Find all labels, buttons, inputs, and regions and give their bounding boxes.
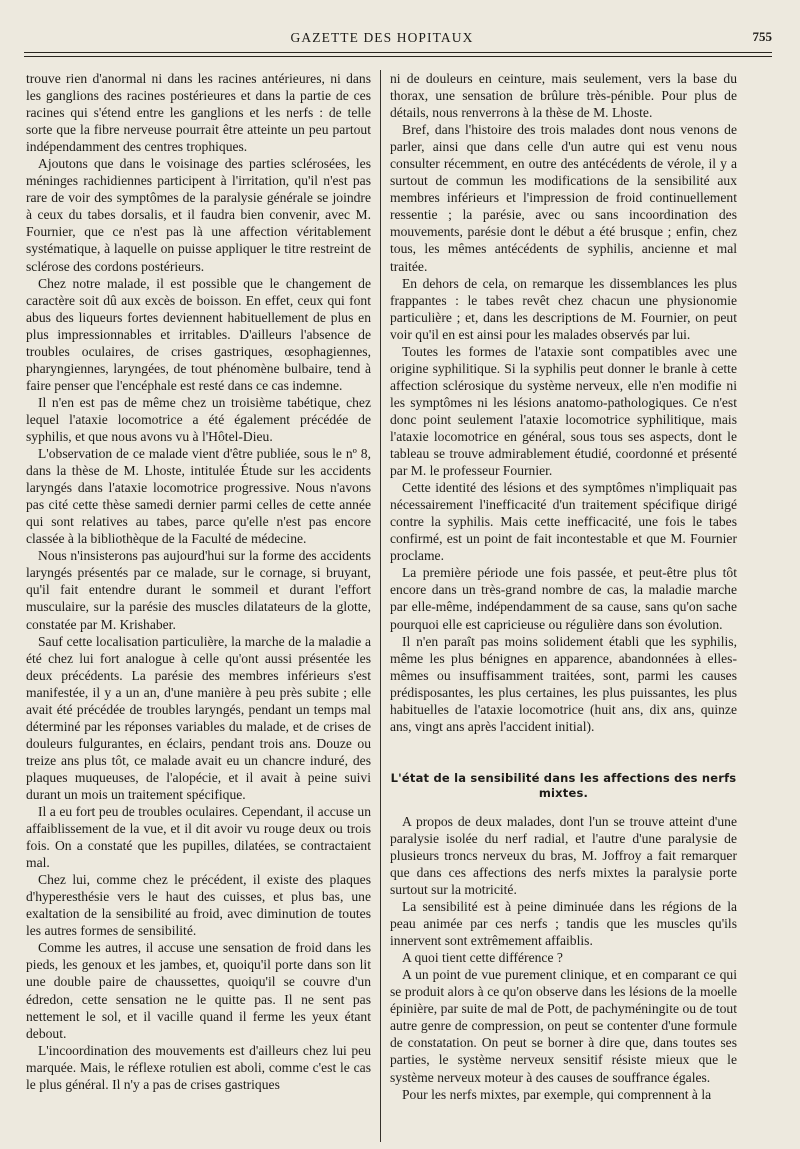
paragraph: Cette identité des lésions et des symptômes n'impliquait pas nécessairement l'inefficacité d'un traitement spécifique dirigé contre la syphilis. Mais cette inefficacité, une fois le tabes confirmé, est un point de fait incontestable et que M. Fournier proclame.: [390, 480, 737, 564]
paragraph: A un point de vue purement clinique, et en comparant ce qui se produit alors à ce qu'on observe dans les lésions de la moelle épinière, par suite de mal de Pott, de pachyméningite ou de tout autre genre de compression, on peut se contenter d'une formule de constatation. On peut se borner à dire que, dans toutes ses parties, le système nerveux sensitif résiste mieux que le système nerveux moteur à des causes de souffrance égales.: [390, 967, 737, 1085]
paragraph: Pour les nerfs mixtes, par exemple, qui comprennent à la: [402, 1086, 712, 1102]
paragraph: La première période une fois passée, et peut-être plus tôt encore dans un très-grand nombre de cas, la maladie marche par elle-même, indépendamment de sa cause, sans qu'on sache pourquoi elle est capricieuse ou régulière dans son évolution.: [390, 565, 737, 632]
page-number: 755: [752, 29, 772, 44]
paragraph: Toutes les formes de l'ataxie sont compatibles avec une origine syphilitique. Si la syphilis peut donner le branle à cette affection sclérosique du système nerveux, elle n'en modifie ni les symptômes ni les lésions anatomo-pathologiques. Ce n'est donc point seulement l'ataxie locomotrice syphilitique, mais l'ataxie locomotrice en général, sous tous ses aspects, dont le tableau se trouve admirablement étudié, coordonné et présenté par M. le professeur Fournier.: [390, 343, 737, 479]
section-heading: L'état de la sensibilité dans les affections des nerfs mixtes.: [390, 770, 737, 800]
paragraph: A quoi tient cette différence ?: [402, 950, 563, 966]
header-rule-bottom: [24, 56, 772, 57]
paragraph: Chez notre malade, il est possible que le changement de caractère soit dû aux excès de boisson. En effet, ceux qui font abus des liqueurs fortes deviennent habituellement de plus en plus impressionnables et irritables. D'ailleurs l'absence de troubles oculaires, de crises gastriques, œsophagiennes, pharyngiennes, laryngées, de tout phénomène bulbaire, tend à faire penser que l'encéphale est resté dans ce cas indemne.: [26, 275, 371, 393]
paragraph: Il n'en paraît pas moins solidement établi que les syphilis, même les plus bénignes en apparence, abandonnées à elles-mêmes ou insuffisamment traitées, sont, parmi les causes prédisposantes, les plus certaines, les plus puissantes, les plus habituelles de l'ataxie locomotrice (huit ans, dix ans, quinze ans, vingt ans après l'accident initial).: [390, 633, 737, 734]
paragraph: Chez lui, comme chez le précédent, il existe des plaques d'hyperesthésie vers le haut des cuisses, et plus bas, une exaltation de la sensibilité au froid, avec diminution de toutes les autres formes de sensibilité.: [26, 872, 371, 939]
running-header: GAZETTE DES HOPITAUX: [290, 30, 474, 45]
paragraph: Il a eu fort peu de troubles oculaires. Cependant, il accuse un affaiblissement de la vue, et il dit avoir vu rouge deux ou trois fois. On a constaté que les pupilles, dilatées, se contractaient mal.: [26, 804, 371, 871]
column-divider: [380, 70, 381, 1142]
paragraph: Ajoutons que dans le voisinage des parties sclérosées, les méninges rachidiennes participent à l'irritation, qu'il n'est pas rare de voir des symptômes de la paralysie générale se joindre à ceux du tabes dorsalis, et il faudra bien convenir, avec M. Fournier, que ce n'est pas là une affection véritablement systématique, à laquelle on puisse appliquer le titre restreint de sclérose des cordons postérieurs.: [26, 156, 371, 274]
paragraph: Il n'en est pas de même chez un troisième tabétique, chez lequel l'ataxie locomotrice a été également précédée de syphilis, et que nous avons vu à l'Hôtel-Dieu.: [26, 394, 371, 444]
paragraph: L'incoordination des mouvements est d'ailleurs chez lui peu marquée. Mais, le réflexe rotulien est aboli, comme c'est le cas le plus général. Il n'y a pas de crises gastriques: [26, 1042, 371, 1092]
paragraph: A propos de deux malades, dont l'un se trouve atteint d'une paralysie isolée du nerf radial, et l'autre d'une paralysie de plusieurs troncs nerveux du bras, M. Joffroy a fait remarquer que dans ces affections des nerfs mixtes la paralysie porte surtout sur la motricité.: [390, 813, 737, 898]
paragraph: En dehors de cela, on remarque les dissemblances les plus frappantes : le tabes revêt chez chacun une physionomie particulière ; et, dans les descriptions de M. Fournier, on peut voir qu'il en est ainsi pour les malades observés par lui.: [390, 275, 737, 342]
paragraph: La sensibilité est à peine diminuée dans les régions de la peau animée par ces nerfs ; tandis que les muscles qu'ils innervent sont extrêmement affaiblis.: [390, 899, 737, 949]
paragraph: Comme les autres, il accuse une sensation de froid dans les pieds, les genoux et les jambes, et, quoiqu'il porte dans son lit une double paire de chaussettes, quoiqu'il se couvre d'un édredon, cette sensation ne le quitte pas. Il ne sent pas nettement le sol, et il vacille quand il ferme les yeux étant debout.: [26, 940, 371, 1041]
paragraph: L'observation de ce malade vient d'être publiée, sous le nº 8, dans la thèse de M. Lhoste, intitulée Étude sur les accidents laryngés dans l'ataxie locomotrice progressive. Nous n'avons pas cité cette thèse samedi dernier parmi celles de cette année qui sont relatives au tabes, parce qu'elle n'est pas encore classée à la bibliothèque de la Faculté de médecine.: [26, 446, 371, 547]
left-column: [26, 70, 371, 1093]
paragraph: trouve rien d'anormal ni dans les racines antérieures, ni dans les ganglions des racines postérieures et dans la partie de ces racines qui s'étend entre les ganglions et les nerfs : de telle sorte que la fibre nerveuse pourrait être atteinte un peu partout indépendamment des centres trophiques.: [26, 71, 371, 155]
right-column: [390, 70, 737, 1103]
paragraph: Bref, dans l'histoire des trois malades dont nous venons de parler, ainsi que dans celle d'un autre qui est venu nous consulter récemment, en outre des antécédents de vérole, il y a surtout de commun les modifications de la sensibilité aux membres inférieurs et l'impression de froid continuellement ressentie ; la parésie, avec ou sans incoordination des mouvements, parésie dont le début a été brusque ; enfin, chez tous, les mêmes antécédents de syphilis, ancienne et mal traitée.: [390, 122, 737, 274]
paragraph: Nous n'insisterons pas aujourd'hui sur la forme des accidents laryngés présentés par ce malade, sur le cornage, si bruyant, qu'il fait entendre durant le sommeil et durant l'effort musculaire, sur la parésie des muscles dilatateurs de la glotte, constatée par M. Krishaber.: [26, 548, 371, 632]
paragraph: Sauf cette localisation particulière, la marche de la maladie a été chez lui fort analogue à celle qu'ont aussi présentée les deux précédents. La parésie des membres inférieurs s'est manifestée, il y a un an, d'une manière à peu près subite ; elle avait été précédée de troubles laryngés, pendant un temps mal déterminé par les réponses variables du malade, et de crises de douleurs fulgurantes, en éclairs, pendant trois ans. Douze ou treize ans plus tôt, ce malade avait eu un chancre induré, des plaques muqueuses, de l'alopécie, et il avait à peine suivi durant un mois un traitement spécifique.: [26, 633, 371, 802]
paragraph: ni de douleurs en ceinture, mais seulement, vers la base du thorax, une sensation de brûlure très-pénible. Pour plus de détails, nous renverrons à la thèse de M. Lhoste.: [390, 71, 737, 121]
header-rule-top: [24, 52, 772, 53]
